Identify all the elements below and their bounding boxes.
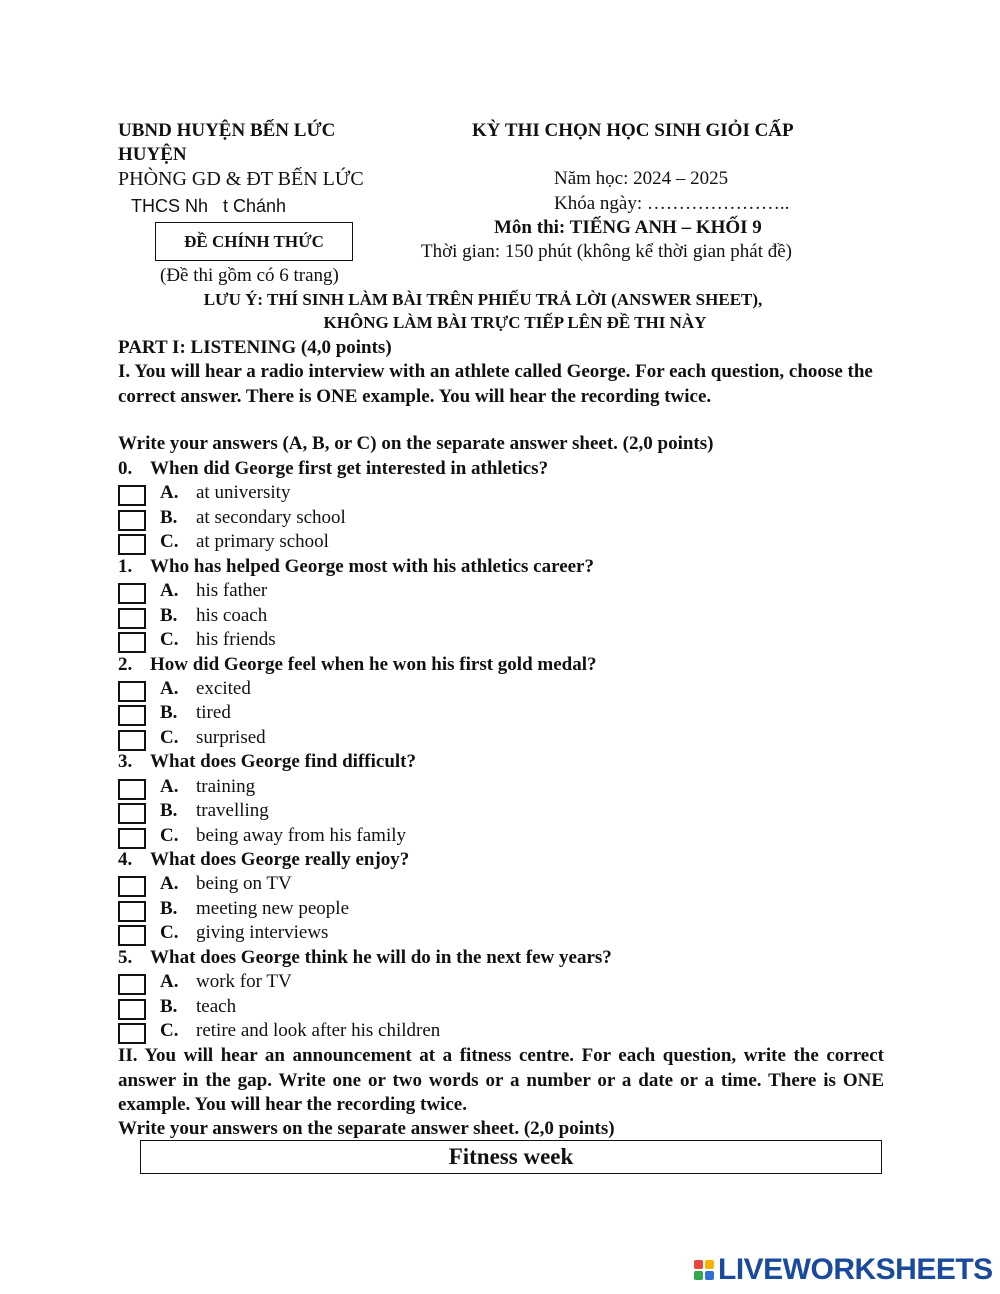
question-text: How did George feel when he won his first gold medal? <box>150 654 597 675</box>
official-exam-stamp: ĐỀ CHÍNH THỨC <box>155 222 353 261</box>
school-year: Năm học: 2024 – 2025 <box>554 168 729 189</box>
answer-checkbox[interactable] <box>118 779 146 800</box>
answer-checkbox[interactable] <box>118 583 146 604</box>
school-name: THCS Nh t Chánh <box>131 196 287 216</box>
answer-checkbox[interactable] <box>118 828 146 849</box>
authority-name: UBND HUYỆN BẾN LỨC <box>118 120 336 141</box>
option-letter: C. <box>160 531 179 552</box>
section-2-answer-note: Write your answers on the separate answer sheet. (2,0 points) <box>118 1118 615 1139</box>
option-letter: C. <box>160 825 179 846</box>
answer-checkbox[interactable] <box>118 876 146 897</box>
answer-checkbox[interactable] <box>118 901 146 922</box>
part-title: PART I: LISTENING (4,0 points) <box>118 337 392 358</box>
question-5 <box>118 947 612 969</box>
question-text: What does George think he will do in the next few years? <box>150 947 612 968</box>
answer-checkbox[interactable] <box>118 925 146 946</box>
option-letter: B. <box>160 702 178 723</box>
option-letter: C. <box>160 922 179 943</box>
authority-name-wrap: HUYỆN <box>118 144 187 165</box>
liveworksheets-logo <box>694 1253 993 1287</box>
answer-checkbox[interactable] <box>118 1023 146 1044</box>
exam-subject: Môn thi: TIẾNG ANH – KHỐI 9 <box>494 217 762 238</box>
notice-line-1: LƯU Ý: THÍ SINH LÀM BÀI TRÊN PHIẾU TRẢ LỜI (ANSWER SHEET), <box>203 290 763 309</box>
answer-checkbox[interactable] <box>118 485 146 506</box>
option-letter: C. <box>160 629 179 650</box>
exam-title: KỲ THI CHỌN HỌC SINH GIỎI CẤP <box>472 120 794 141</box>
option-letter: A. <box>160 776 179 797</box>
answer-checkbox[interactable] <box>118 608 146 629</box>
option-text: giving interviews <box>196 922 329 943</box>
section-2-instructions: II. You will hear an announcement at a fitness centre. For each question, write the correct answer in the gap. Write one or two words or a number or a date or a time. There is ONE example. You will hear the recording twice. <box>118 1045 884 1115</box>
question-number: 2. <box>118 654 133 675</box>
option-letter: C. <box>160 1020 179 1041</box>
logo-square-icon <box>694 1260 703 1269</box>
option-letter: A. <box>160 971 179 992</box>
answer-checkbox[interactable] <box>118 803 146 824</box>
fitness-week-heading-box <box>140 1140 882 1174</box>
question-number: 5. <box>118 947 133 968</box>
option-text: at primary school <box>196 531 329 552</box>
logo-square-icon <box>705 1271 714 1280</box>
option-text: his father <box>196 580 268 601</box>
question-number: 4. <box>118 849 133 870</box>
question-0 <box>118 458 548 480</box>
option-text: training <box>196 776 256 797</box>
answer-checkbox[interactable] <box>118 974 146 995</box>
question-text: Who has helped George most with his athletics career? <box>150 556 594 577</box>
option-letter: A. <box>160 580 179 601</box>
logo-square-icon <box>694 1271 703 1280</box>
option-letter: A. <box>160 873 179 894</box>
exam-duration: Thời gian: 150 phút (không kể thời gian phát đề) <box>421 241 793 262</box>
fitness-week-heading: Fitness week <box>448 1144 574 1169</box>
option-text: being away from his family <box>196 825 407 846</box>
answer-checkbox[interactable] <box>118 681 146 702</box>
option-letter: B. <box>160 507 178 528</box>
option-letter: B. <box>160 996 178 1017</box>
option-text: meeting new people <box>196 898 350 919</box>
option-text: travelling <box>196 800 269 821</box>
answer-checkbox[interactable] <box>118 534 146 555</box>
question-3 <box>118 751 416 773</box>
option-text: his friends <box>196 629 276 650</box>
answer-checkbox[interactable] <box>118 730 146 751</box>
option-letter: B. <box>160 605 178 626</box>
option-text: teach <box>196 996 237 1017</box>
question-text: What does George really enjoy? <box>150 849 410 870</box>
option-text: work for TV <box>196 971 292 992</box>
option-letter: C. <box>160 727 179 748</box>
notice-line-2: KHÔNG LÀM BÀI TRỰC TIẾP LÊN ĐỀ THI NÀY <box>323 313 707 332</box>
section-1-instructions: I. You will hear a radio interview with an athlete called George. For each question, choose the correct answer. There is ONE example. You will hear the recording twice. <box>118 361 873 407</box>
option-letter: B. <box>160 800 178 821</box>
question-1 <box>118 556 594 578</box>
option-text: at university <box>196 482 291 503</box>
option-letter: A. <box>160 678 179 699</box>
answer-checkbox[interactable] <box>118 999 146 1020</box>
question-number: 0. <box>118 458 133 479</box>
option-text: retire and look after his children <box>196 1020 441 1041</box>
section-1-answer-note: Write your answers (A, B, or C) on the separate answer sheet. (2,0 points) <box>118 433 714 454</box>
option-letter: B. <box>160 898 178 919</box>
option-letter: A. <box>160 482 179 503</box>
option-text: being on TV <box>196 873 292 894</box>
option-text: his coach <box>196 605 268 626</box>
answer-checkbox[interactable] <box>118 705 146 726</box>
option-text: tired <box>196 702 231 723</box>
question-text: When did George first get interested in athletics? <box>150 458 549 479</box>
liveworksheets-mark-icon <box>694 1260 714 1280</box>
option-text: surprised <box>196 727 266 748</box>
exam-date: Khóa ngày: ………………….. <box>554 193 790 214</box>
logo-square-icon <box>705 1260 714 1269</box>
department-name: PHÒNG GD & ĐT BẾN LỨC <box>118 168 364 190</box>
option-text: at secondary school <box>196 507 346 528</box>
option-text: excited <box>196 678 251 699</box>
liveworksheets-wordmark: LIVEWORKSHEETS <box>718 1253 993 1286</box>
question-number: 1. <box>118 556 133 577</box>
answer-checkbox[interactable] <box>118 632 146 653</box>
question-2 <box>118 654 597 676</box>
question-text: What does George find difficult? <box>150 751 416 772</box>
question-number: 3. <box>118 751 133 772</box>
page-count-note: (Đề thi gồm có 6 trang) <box>160 265 339 286</box>
answer-checkbox[interactable] <box>118 510 146 531</box>
question-4 <box>118 849 409 871</box>
